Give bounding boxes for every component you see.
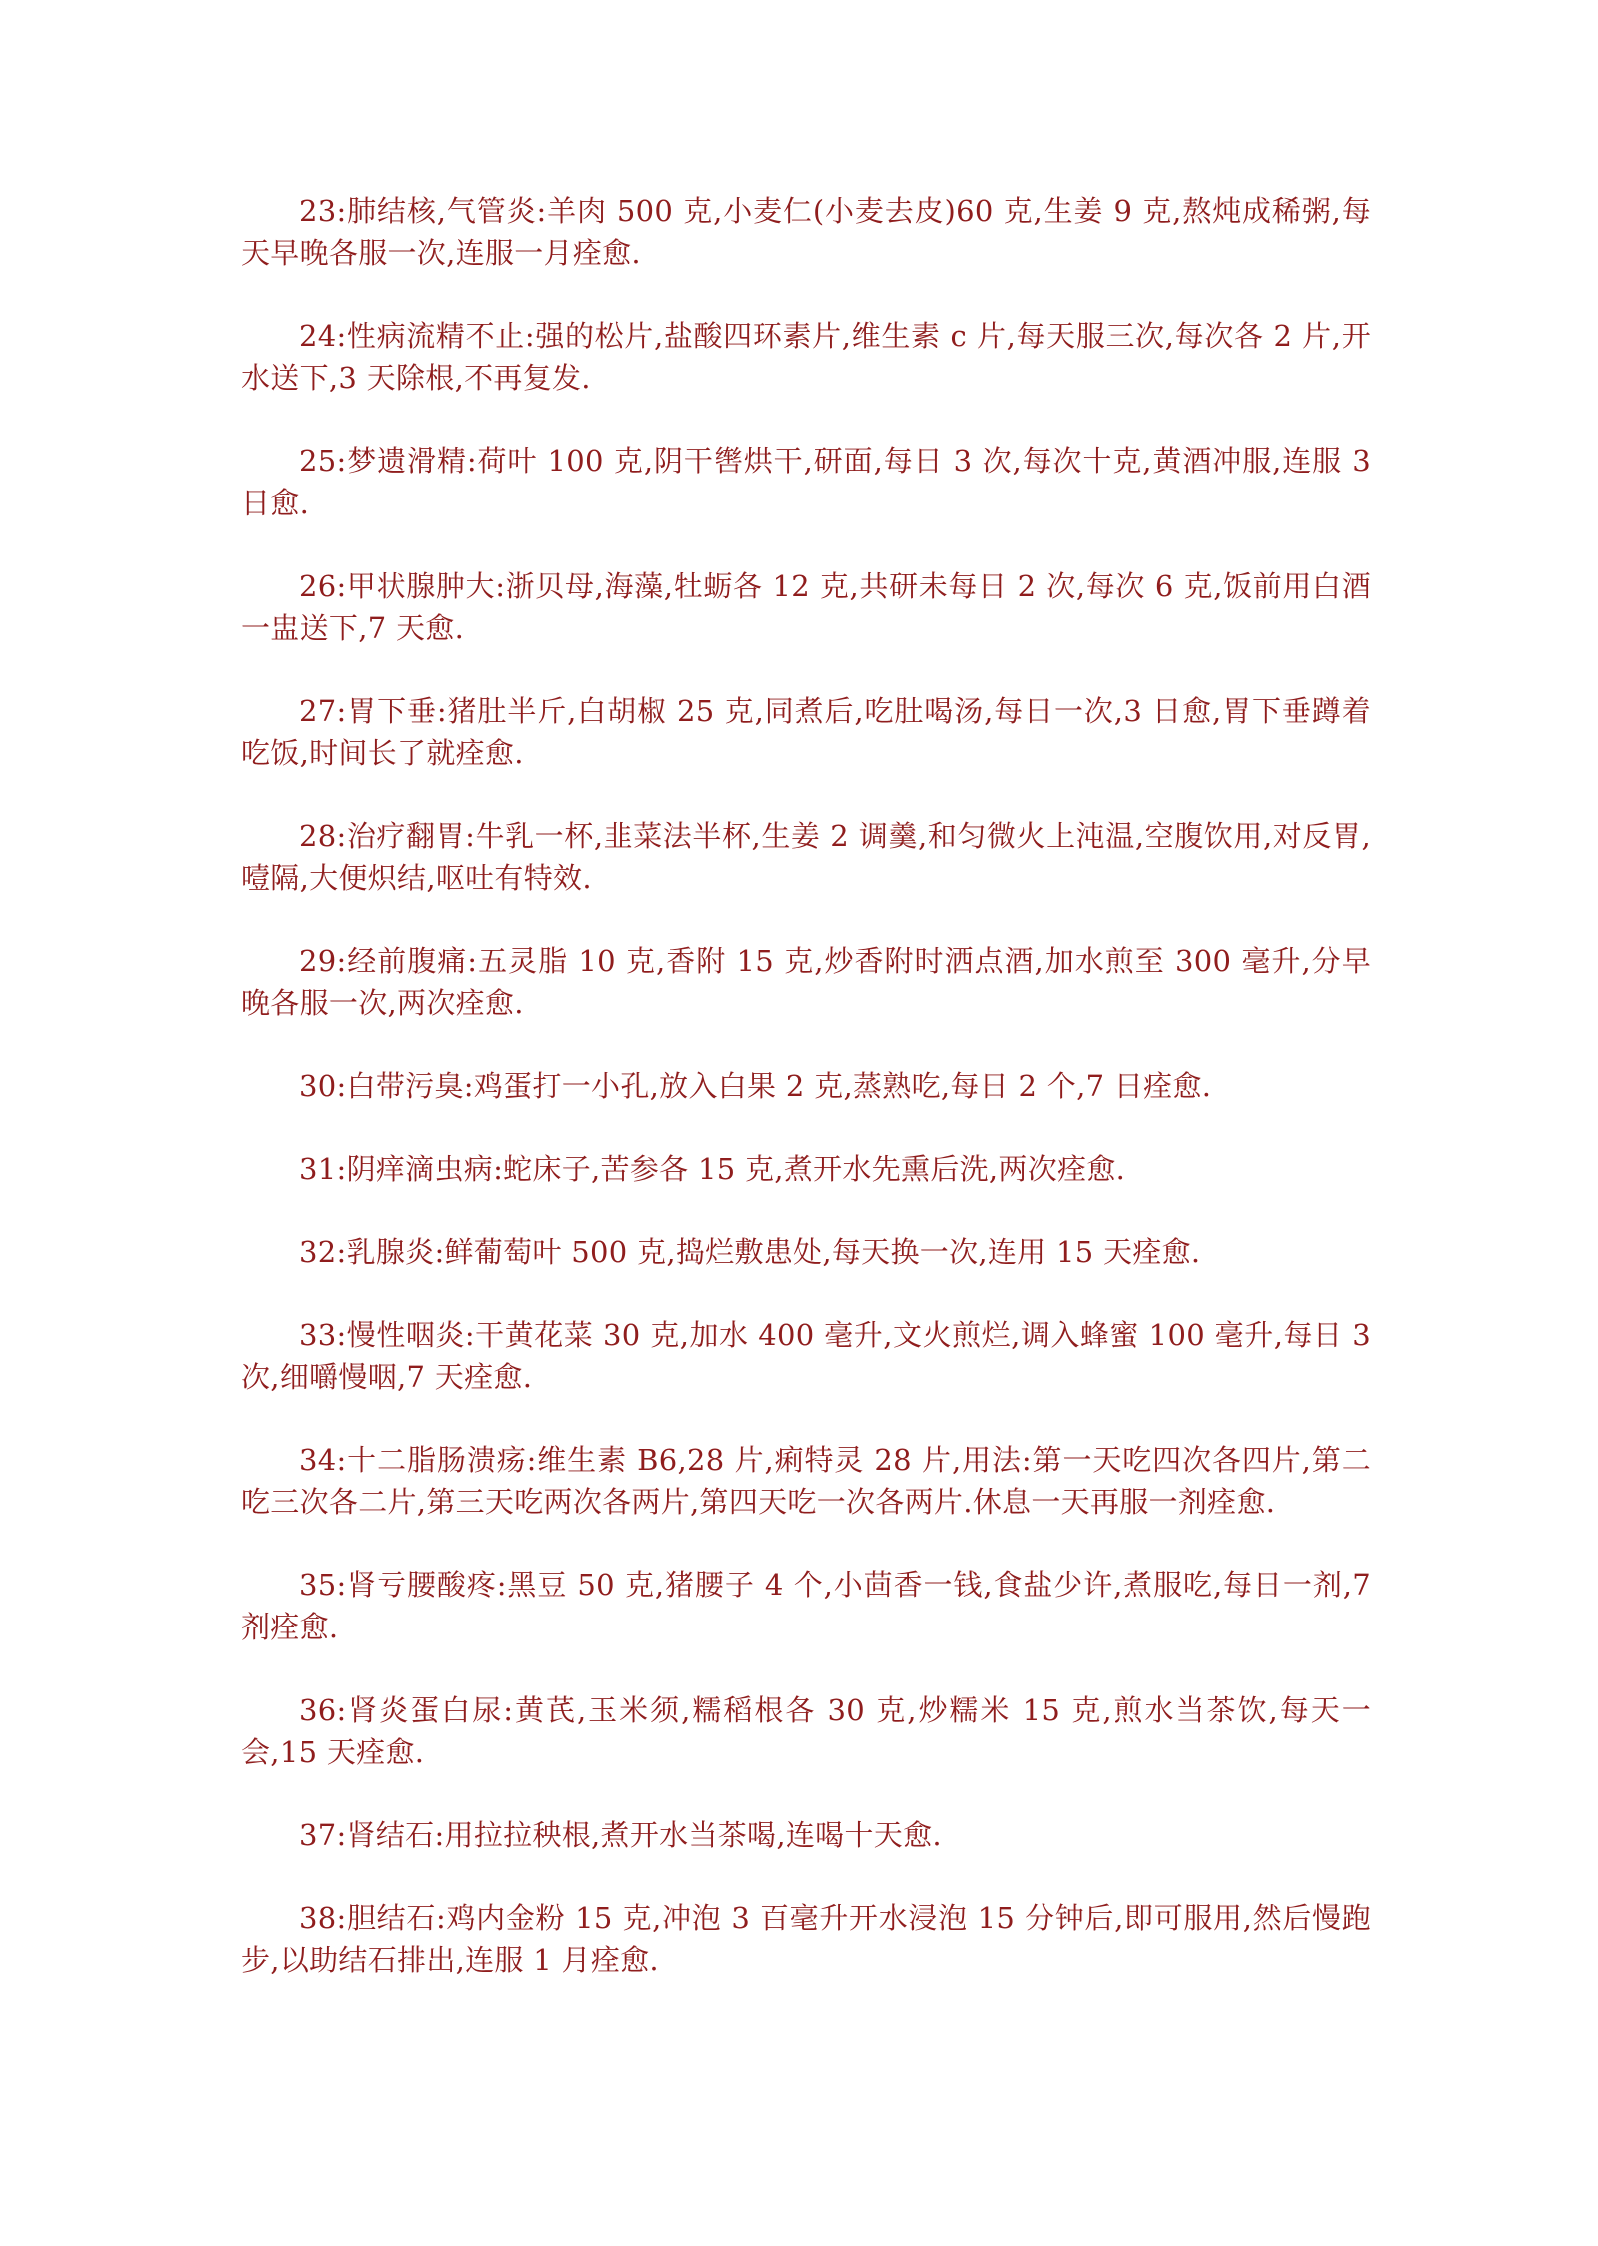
remedy-entry-35: 35:肾亏腰酸疼:黑豆 50 克,猪腰子 4 个,小茴香一钱,食盐少许,煮服吃,每日一剂,7 剂痊愈. — [241, 1568, 1371, 1644]
remedy-entry-24: 24:性病流精不止:强的松片,盐酸四环素片,维生素 c 片,每天服三次,每次各 2 片,开水送下,3 天除根,不再复发. — [241, 319, 1371, 395]
remedy-entry-26: 26:甲状腺肿大:浙贝母,海藻,牡蛎各 12 克,共研未每日 2 次,每次 6 克,饭前用白酒一盅送下,7 天愈. — [241, 569, 1371, 645]
remedy-entry-23: 23:肺结核,气管炎:羊肉 500 克,小麦仁(小麦去皮)60 克,生姜 9 克,熬炖成稀粥,每天早晚各服一次,连服一月痊愈. — [241, 194, 1371, 270]
remedy-entry-31: 31:阴痒滴虫病:蛇床子,苦参各 15 克,煮开水先熏后洗,两次痊愈. — [299, 1152, 1126, 1186]
remedy-entry-27: 27:胃下垂:猪肚半斤,白胡椒 25 克,同煮后,吃肚喝汤,每日一次,3 日愈,胃下垂蹲着吃饭,时间长了就痊愈. — [241, 694, 1371, 770]
document-page — [241, 190, 1371, 2022]
remedy-entry-28: 28:治疗翻胃:牛乳一杯,韭菜法半杯,生姜 2 调羹,和匀微火上沌温,空腹饮用,对反胃,噎隔,大便炽结,呕吐有特效. — [241, 819, 1371, 895]
remedy-entry-33: 33:慢性咽炎:干黄花菜 30 克,加水 400 毫升,文火煎烂,调入蜂蜜 100 毫升,每日 3 次,细嚼慢咽,7 天痊愈. — [241, 1318, 1371, 1394]
remedy-entry-38: 38:胆结石:鸡内金粉 15 克,冲泡 3 百毫升开水浸泡 15 分钟后,即可服用,然后慢跑步,以助结石排出,连服 1 月痊愈. — [241, 1901, 1371, 1977]
remedy-entry-29: 29:经前腹痛:五灵脂 10 克,香附 15 克,炒香附时洒点酒,加水煎至 300 毫升,分早晚各服一次,两次痊愈. — [241, 944, 1371, 1020]
remedy-entry-30: 30:白带污臭:鸡蛋打一小孔,放入白果 2 克,蒸熟吃,每日 2 个,7 日痊愈. — [299, 1069, 1212, 1103]
remedy-entry-36: 36:肾炎蛋白尿:黄芪,玉米须,糯稻根各 30 克,炒糯米 15 克,煎水当茶饮,每天一会,15 天痊愈. — [241, 1693, 1371, 1769]
remedy-entry-37: 37:肾结石:用拉拉秧根,煮开水当茶喝,连喝十天愈. — [299, 1818, 942, 1852]
remedy-entry-32: 32:乳腺炎:鲜葡萄叶 500 克,捣烂敷患处,每天换一次,连用 15 天痊愈. — [299, 1235, 1201, 1269]
remedy-entry-25: 25:梦遗滑精:荷叶 100 克,阴干辔烘干,研面,每日 3 次,每次十克,黄酒冲服,连服 3 日愈. — [241, 444, 1371, 520]
remedy-entry-34: 34:十二脂肠溃疡:维生素 B6,28 片,痢特灵 28 片,用法:第一天吃四次各四片,第二吃三次各二片,第三天吃两次各两片,第四天吃一次各两片.休息一天再服一剂痊愈. — [241, 1443, 1371, 1519]
